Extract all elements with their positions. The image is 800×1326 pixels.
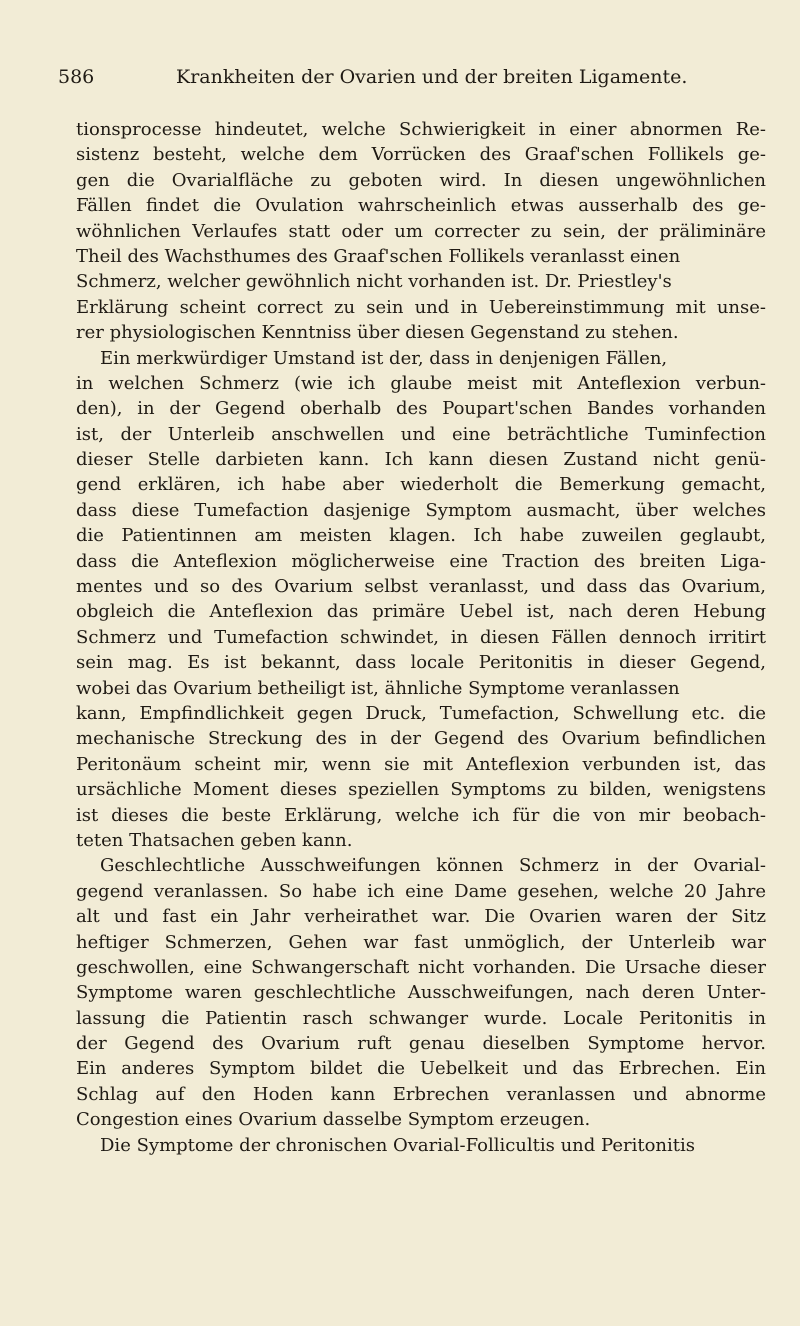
text-line: dass diese Tumefaction dasjenige Symptom ausmacht, über welches xyxy=(76,499,766,521)
text-line: Schmerz, welcher gewöhnlich nicht vorhanden ist. Dr. Priestley's xyxy=(76,271,672,293)
paragraph-start-line: Ein merkwürdiger Umstand ist der, dass in denjenigen Fällen, xyxy=(100,347,668,369)
text-line: lassung die Patientin rasch schwanger wurde. Locale Peritonitis in xyxy=(76,1007,766,1029)
text-line: den), in der Gegend oberhalb des Poupart'schen Bandes vorhanden xyxy=(76,398,766,420)
text-line: Schmerz und Tumefaction schwindet, in diesen Fällen dennoch irritirt xyxy=(76,626,766,648)
text-line: gegend veranlassen. So habe ich eine Dame gesehen, welche 20 Jahre xyxy=(76,880,766,902)
paragraph-start-line: Die Symptome der chronischen Ovarial-Follicultis und Peritonitis xyxy=(100,1134,695,1156)
text-line: dass die Anteflexion möglicherweise eine Traction des breiten Liga- xyxy=(76,550,766,572)
paragraph-start-line: Geschlechtliche Ausschweifungen können Schmerz in der Ovarial- xyxy=(100,855,766,877)
text-line: tionsprocesse hindeutet, welche Schwierigkeit in einer abnormen Re- xyxy=(76,119,766,140)
text-line: dieser Stelle darbieten kann. Ich kann diesen Zustand nicht genü- xyxy=(76,449,766,471)
text-line: Fällen findet die Ovulation wahrscheinlich etwas ausserhalb des ge- xyxy=(76,195,766,217)
text-line: kann, Empfindlichkeit gegen Druck, Tumefaction, Schwellung etc. die xyxy=(76,702,766,724)
text-line: gen die Ovarialfläche zu geboten wird. In diesen ungewöhnlichen xyxy=(76,169,766,191)
text-line: wobei das Ovarium betheiligt ist, ähnliche Symptome veranlassen xyxy=(76,677,680,699)
text-line: geschwollen, eine Schwangerschaft nicht vorhanden. Die Ursache dieser xyxy=(76,956,766,978)
text-line: mentes und so des Ovarium selbst veranlasst, und dass das Ovarium, xyxy=(76,576,766,598)
text-line: ist dieses die beste Erklärung, welche ich für die von mir beobach- xyxy=(76,804,766,826)
text-line: teten Thatsachen geben kann. xyxy=(76,829,353,851)
text-line: alt und fast ein Jahr verheirathet war. Die Ovarien waren der Sitz xyxy=(76,906,766,928)
text-line: Erklärung scheint correct zu sein und in Uebereinstimmung mit unse- xyxy=(76,296,766,318)
running-title: Krankheiten der Ovarien und der breiten Ligamente. xyxy=(176,66,688,88)
text-line: wöhnlichen Verlaufes statt oder um correcter zu sein, der präliminäre xyxy=(76,220,766,242)
text-line: Theil des Wachsthumes des Graaf'schen Follikels veranlasst einen xyxy=(76,245,681,267)
text-line: der Gegend des Ovarium ruft genau dieselben Symptome hervor. xyxy=(76,1033,766,1055)
text-line: gend erklären, ich habe aber wiederholt die Bemerkung gemacht, xyxy=(76,474,766,496)
text-line: sein mag. Es ist bekannt, dass locale Peritonitis in dieser Gegend, xyxy=(76,652,766,674)
text-line: Peritonäum scheint mir, wenn sie mit Anteflexion verbunden ist, das xyxy=(76,753,766,775)
text-line: ist, der Unterleib anschwellen und eine beträchtliche Tuminfection xyxy=(76,423,766,445)
text-line: heftiger Schmerzen, Gehen war fast unmöglich, der Unterleib war xyxy=(76,931,766,953)
text-line: obgleich die Anteflexion das primäre Uebel ist, nach deren Hebung xyxy=(76,601,766,623)
text-line: Ein anderes Symptom bildet die Uebelkeit und das Erbrechen. Ein xyxy=(76,1058,766,1080)
page-number: 586 xyxy=(58,66,95,88)
text-line: Schlag auf den Hoden kann Erbrechen veranlassen und abnorme xyxy=(76,1083,766,1105)
text-line: Symptome waren geschlechtliche Ausschweifungen, nach deren Unter- xyxy=(76,982,766,1004)
text-line: Congestion eines Ovarium dasselbe Symptom erzeugen. xyxy=(76,1109,591,1131)
text-line: rer physiologischen Kenntniss über diesen Gegenstand zu stehen. xyxy=(76,322,679,344)
text-line: in welchen Schmerz (wie ich glaube meist mit Anteflexion verbun- xyxy=(76,372,766,394)
body-text xyxy=(76,117,766,1158)
text-line: ursächliche Moment dieses speziellen Symptoms zu bilden, wenigstens xyxy=(76,779,766,801)
text-line: die Patientinnen am meisten klagen. Ich habe zuweilen geglaubt, xyxy=(76,525,766,547)
text-line: sistenz besteht, welche dem Vorrücken des Graaf'schen Follikels ge- xyxy=(76,144,766,166)
page-header xyxy=(58,62,758,92)
text-line: mechanische Streckung des in der Gegend des Ovarium befindlichen xyxy=(76,728,766,750)
